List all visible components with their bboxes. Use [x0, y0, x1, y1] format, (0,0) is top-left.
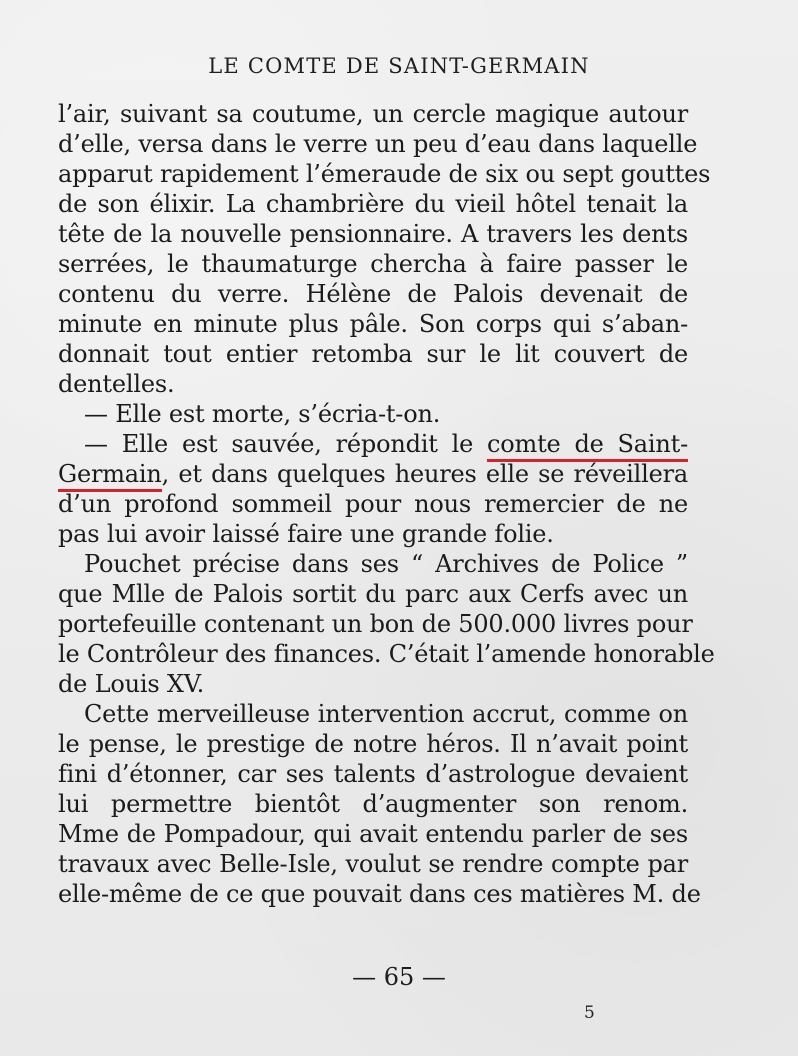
text-line: minute en minute plus pâle. Son corps qui s’aban- [58, 310, 688, 338]
dialogue-line [58, 429, 688, 459]
paragraph-start: Pouchet précise dans ses “ Archives de Police ” [84, 550, 688, 578]
text-line: contenu du verre. Hélène de Palois devenait de [58, 280, 688, 308]
page-number: — 65 — [352, 963, 446, 991]
highlighted-name-part-2: Germain [58, 460, 162, 492]
text-line: serrées, le thaumaturge chercha à faire passer le [58, 250, 688, 278]
text-line [58, 459, 688, 489]
text-line: d’un profond sommeil pour nous remercier de ne [58, 490, 688, 518]
text-line: elle-même de ce que pouvait dans ces matières M. de [58, 880, 701, 908]
text-line: dentelles. [58, 370, 175, 398]
text-line: de Louis XV. [58, 670, 205, 698]
text-line: pas lui avoir laissé faire une grande folie. [58, 520, 554, 548]
text-line-tail: , et dans quelques heures elle se réveillera [161, 460, 688, 488]
text-line: apparut rapidement l’émeraude de six ou sept gouttes [58, 160, 711, 188]
dialogue-line: — Elle est morte, s’écria-t-on. [84, 400, 441, 428]
text-line: tête de la nouvelle pensionnaire. A travers les dents [58, 220, 688, 248]
text-line: que Mlle de Palois sortit du parc aux Cerfs avec un [58, 580, 688, 608]
text-line: donnait tout entier retomba sur le lit couvert de [58, 340, 688, 368]
text-line: fini d’étonner, car ses talents d’astrologue devaient [58, 760, 688, 788]
text-line: de son élixir. La chambrière du vieil hôtel tenait la [58, 190, 688, 218]
dialogue-line-lead: — Elle est sauvée, répondit le [84, 430, 488, 458]
text-line: le Contrôleur des finances. C’était l’amende honorable [58, 640, 715, 668]
text-line: lui permettre bientôt d’augmenter son renom. [58, 790, 688, 818]
text-line: portefeuille contenant un bon de 500.000 livres pour [58, 610, 693, 638]
page-body [58, 99, 715, 909]
text-line: d’elle, versa dans le verre un peu d’eau dans laquelle [58, 130, 698, 158]
text-line: le pense, le prestige de notre héros. Il n’avait point [58, 730, 688, 758]
text-line: l’air, suivant sa coutume, un cercle magique autour [58, 100, 688, 128]
text-line: travaux avec Belle-Isle, voulut se rendre compte par [58, 850, 688, 878]
text-line: Mme de Pompadour, qui avait entendu parler de ses [58, 820, 688, 848]
paragraph-start: Cette merveilleuse intervention accrut, comme on [84, 700, 688, 728]
highlighted-name-part-1: comte de Saint- [487, 430, 688, 462]
signature-mark: 5 [584, 1003, 595, 1023]
running-header: LE COMTE DE SAINT-GERMAIN [208, 54, 590, 78]
